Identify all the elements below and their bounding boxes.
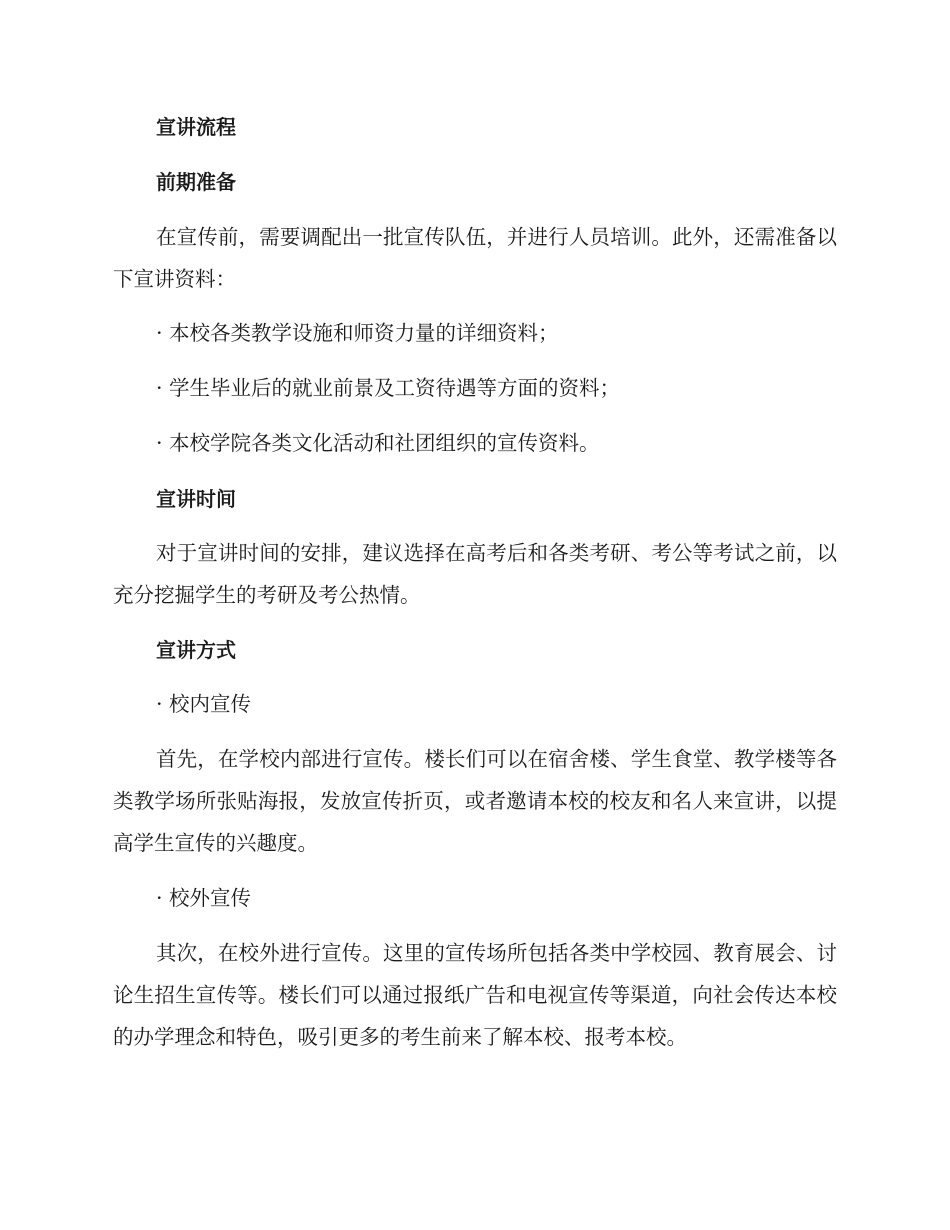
bullet-internal: · 校内宣传 [156, 692, 252, 716]
section-title: 宣讲流程 [156, 115, 236, 139]
bullet-facilities: · 本校各类教学设施和师资力量的详细资料； [156, 321, 559, 345]
time-paragraph: 对于宣讲时间的安排，建议选择在高考后和各类考研、考公等考试之前，以充分挖掘学生的考研及考公热情。 [113, 541, 837, 607]
bullet-external: · 校外宣传 [156, 886, 252, 910]
bullet-employment: · 学生毕业后的就业前景及工资待遇等方面的资料； [156, 376, 621, 400]
external-paragraph: 其次，在校外进行宣传。这里的宣传场所包括各类中学校园、教育展会、讨论生招生宣传等。楼长们可以通过报纸广告和电视宣传等渠道，向社会传达本校的办学理念和特色，吸引更多的考生前来了解本校、报考本校。 [113, 941, 837, 1049]
bullet-culture: · 本校学院各类文化活动和社团组织的宣传资料。 [156, 431, 600, 455]
internal-paragraph: 首先，在学校内部进行宣传。楼长们可以在宿舍楼、学生食堂、教学楼等各类教学场所张贴海报，发放宣传折页，或者邀请本校的校友和名人来宣讲，以提高学生宣传的兴趣度。 [113, 747, 837, 855]
prep-paragraph: 在宣传前，需要调配出一批宣传队伍，并进行人员培训。此外，还需准备以下宣讲资料： [113, 225, 837, 291]
method-heading: 宣讲方式 [156, 638, 236, 662]
prep-heading: 前期准备 [156, 170, 236, 194]
time-heading: 宣讲时间 [156, 487, 236, 511]
